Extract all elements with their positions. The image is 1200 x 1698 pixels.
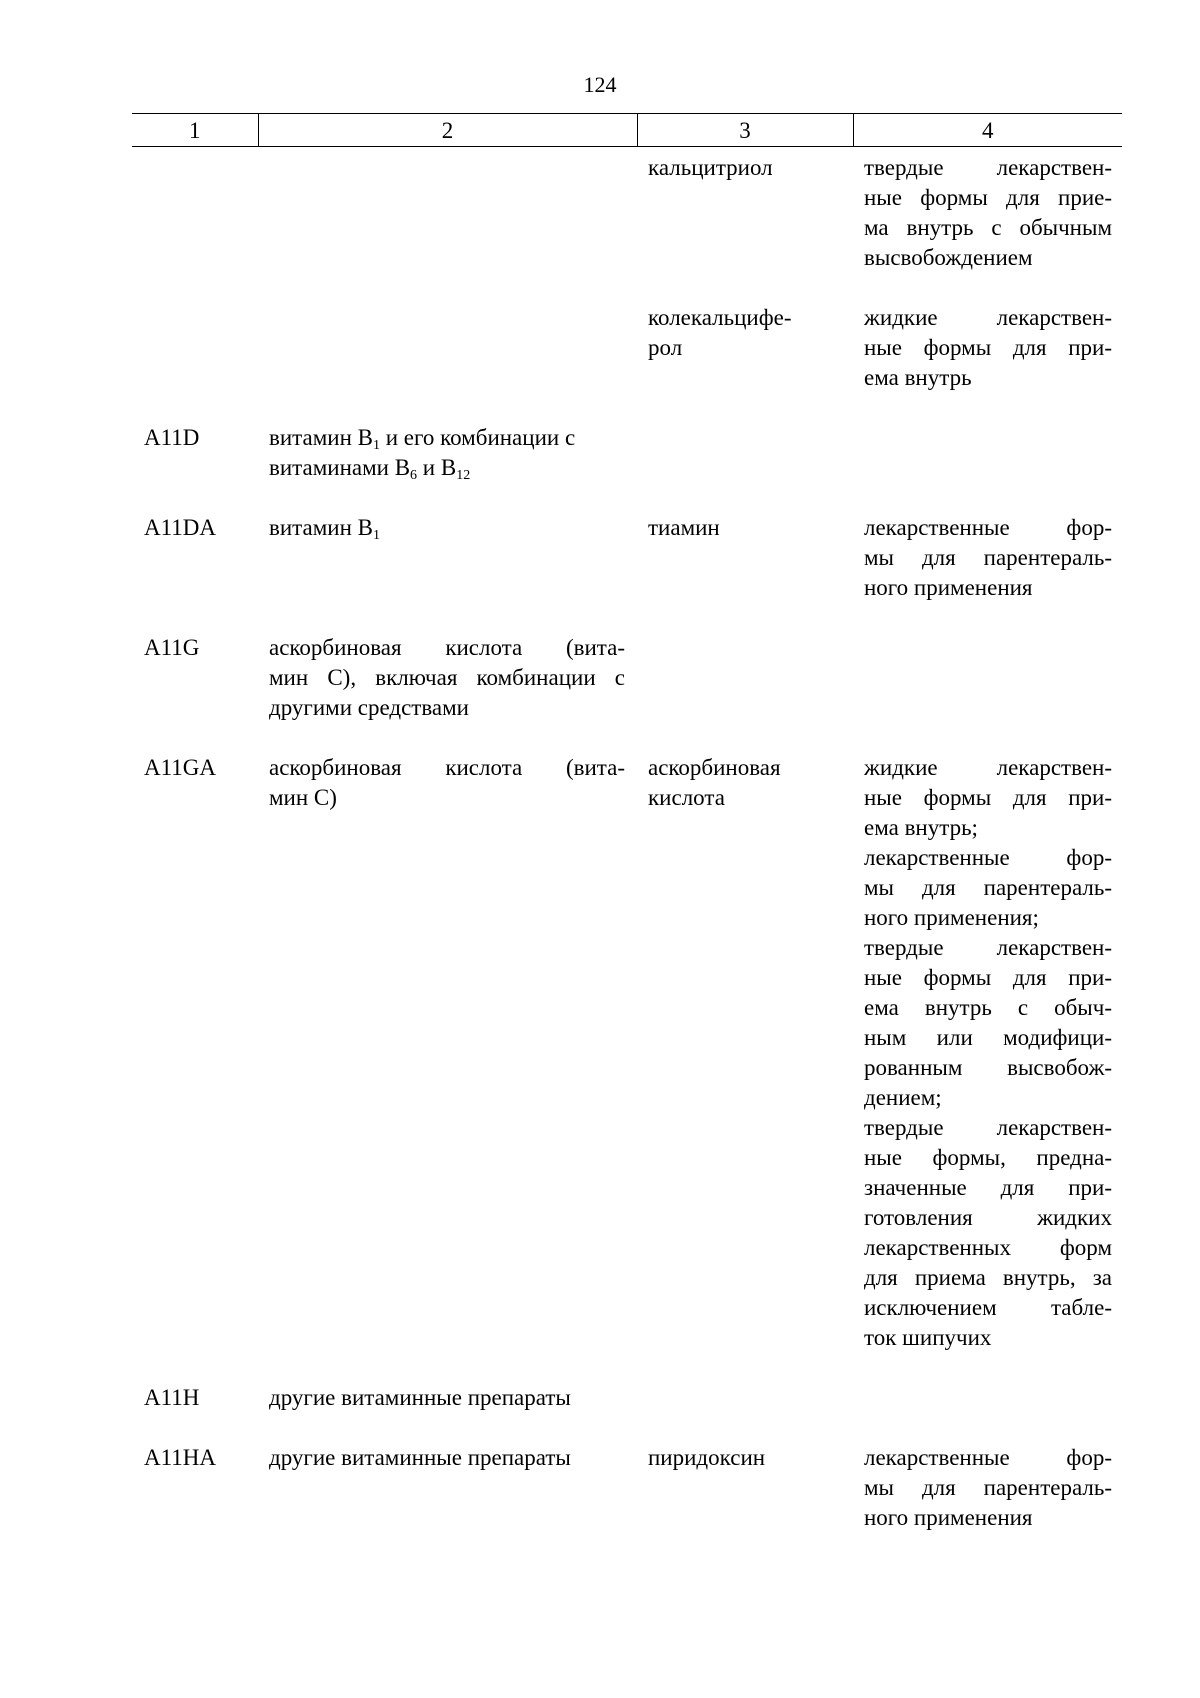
table-body bbox=[132, 147, 1122, 1564]
dosage-form-cell bbox=[853, 633, 1122, 753]
dosage-form-line: лекарственные фор- bbox=[864, 845, 1112, 870]
group-name-cell bbox=[258, 147, 637, 304]
column-header-3: 3 bbox=[637, 114, 853, 147]
drug-name-cell bbox=[637, 513, 853, 633]
dosage-form-line: ные формы для прие- bbox=[864, 185, 1112, 210]
dosage-form-line: ные формы, предна- bbox=[864, 1145, 1112, 1170]
table-row bbox=[132, 303, 1122, 423]
dosage-form-line: рованным высвобож- bbox=[864, 1055, 1112, 1080]
dosage-form-line: ема внутрь с обыч- bbox=[864, 995, 1112, 1020]
page-number: 124 bbox=[583, 72, 617, 97]
dosage-form-line: ток шипучих bbox=[864, 1325, 992, 1350]
atc-code-cell bbox=[132, 303, 258, 423]
column-header-2: 2 bbox=[258, 114, 637, 147]
group-name-cell bbox=[258, 423, 637, 513]
drug-name-line: кальцитриол bbox=[648, 155, 773, 180]
group-name-line: витаминами $B_6$ и $B_{12}$ bbox=[269, 455, 471, 483]
dosage-form-line: мы для парентераль- bbox=[864, 1475, 1112, 1500]
dosage-form-line: лекарственных форм bbox=[864, 1235, 1112, 1260]
dosage-form-line: ного применения bbox=[864, 575, 1033, 600]
dosage-form-line: ма внутрь с обычным bbox=[864, 215, 1112, 240]
group-name-line: витамин $B_1$ bbox=[269, 515, 380, 543]
dosage-form-line: ным или модифици- bbox=[864, 1025, 1112, 1050]
drug-name-line: рол bbox=[648, 335, 683, 360]
group-name-cell bbox=[258, 513, 637, 633]
atc-code-cell: A11D bbox=[144, 425, 200, 450]
table-row bbox=[132, 1443, 1122, 1563]
atc-code-cell: A11H bbox=[144, 1385, 200, 1410]
atc-code-cell: A11DA bbox=[144, 515, 216, 540]
table-row bbox=[132, 513, 1122, 633]
dosage-form-line: твердые лекарствен- bbox=[864, 1115, 1112, 1140]
group-name-line: витамин $B_1$ и его комбинации с bbox=[269, 425, 576, 453]
dosage-form-cell bbox=[853, 303, 1122, 423]
atc-code-cell: A11G bbox=[144, 635, 200, 660]
dosage-form-line: жидкие лекарствен- bbox=[864, 755, 1112, 780]
dosage-form-cell bbox=[853, 513, 1122, 633]
dosage-form-line: ные формы для при- bbox=[864, 965, 1112, 990]
group-name-cell bbox=[258, 753, 637, 1383]
atc-code-cell: A11HA bbox=[144, 1445, 216, 1470]
dosage-form-line: ного применения bbox=[864, 1505, 1033, 1530]
group-name-line: аскорбиновая кислота (вита- bbox=[269, 635, 625, 660]
dosage-form-cell bbox=[853, 1443, 1122, 1563]
drug-name-cell bbox=[637, 753, 853, 1383]
dosage-form-line: лекарственные фор- bbox=[864, 515, 1112, 540]
group-name-cell bbox=[258, 633, 637, 753]
header-row bbox=[132, 114, 1122, 147]
dosage-form-line: готовления жидких bbox=[864, 1205, 1112, 1230]
dosage-form-line: жидкие лекарствен- bbox=[864, 305, 1112, 330]
dosage-form-line: ема внутрь bbox=[864, 365, 972, 390]
drug-name-line: кислота bbox=[648, 785, 725, 810]
table-row bbox=[132, 423, 1122, 513]
dosage-form-line: для приема внутрь, за bbox=[864, 1265, 1112, 1290]
dosage-form-line: твердые лекарствен- bbox=[864, 935, 1112, 960]
dosage-form-line: значенные для при- bbox=[864, 1175, 1112, 1200]
drug-name-cell bbox=[637, 423, 853, 513]
dosage-form-cell bbox=[853, 1383, 1122, 1443]
drug-name-cell bbox=[637, 147, 853, 304]
dosage-form-line: ные формы для при- bbox=[864, 335, 1112, 360]
drug-name-line: аскорбиновая bbox=[648, 755, 781, 780]
table-row bbox=[132, 753, 1122, 1383]
table-row bbox=[132, 147, 1122, 304]
group-name-cell bbox=[258, 303, 637, 423]
table-header bbox=[132, 114, 1122, 147]
dosage-form-line: мы для парентераль- bbox=[864, 545, 1112, 570]
group-name-cell bbox=[258, 1443, 637, 1563]
table-row bbox=[132, 1383, 1122, 1443]
drug-name-cell bbox=[637, 1383, 853, 1443]
column-header-1: 1 bbox=[132, 114, 258, 147]
drug-name-cell bbox=[637, 303, 853, 423]
dosage-form-cell bbox=[853, 423, 1122, 513]
dosage-form-line: ного применения; bbox=[864, 905, 1039, 930]
dosage-form-line: лекарственные фор- bbox=[864, 1445, 1112, 1470]
dosage-form-line: ема внутрь; bbox=[864, 815, 978, 840]
dosage-form-line: мы для парентераль- bbox=[864, 875, 1112, 900]
column-header-4: 4 bbox=[853, 114, 1122, 147]
group-name-line: мин С) bbox=[269, 785, 337, 810]
dosage-form-line: ные формы для при- bbox=[864, 785, 1112, 810]
dosage-form-line: высвобождением bbox=[864, 245, 1033, 270]
group-name-line: другими средствами bbox=[269, 695, 469, 720]
group-name-cell bbox=[258, 1383, 637, 1443]
dosage-form-line: дением; bbox=[864, 1085, 942, 1110]
table-row bbox=[132, 633, 1122, 753]
atc-code-cell: A11GA bbox=[144, 755, 216, 780]
atc-code-cell bbox=[132, 147, 258, 304]
drug-name-line: тиамин bbox=[648, 515, 720, 540]
dosage-form-cell bbox=[853, 753, 1122, 1383]
drug-name-cell bbox=[637, 1443, 853, 1563]
drug-name-line: колекальцифе- bbox=[648, 305, 792, 330]
medication-table bbox=[132, 113, 1122, 1563]
group-name-line: мин С), включая комбинации с bbox=[269, 665, 625, 690]
drug-name-line: пиридоксин bbox=[648, 1445, 766, 1470]
dosage-form-line: твердые лекарствен- bbox=[864, 155, 1112, 180]
dosage-form-cell bbox=[853, 147, 1122, 304]
group-name-line: другие витаминные препараты bbox=[269, 1385, 571, 1410]
drug-name-cell bbox=[637, 633, 853, 753]
group-name-line: аскорбиновая кислота (вита- bbox=[269, 755, 625, 780]
group-name-line: другие витаминные препараты bbox=[269, 1445, 571, 1470]
dosage-form-line: исключением табле- bbox=[864, 1295, 1112, 1320]
